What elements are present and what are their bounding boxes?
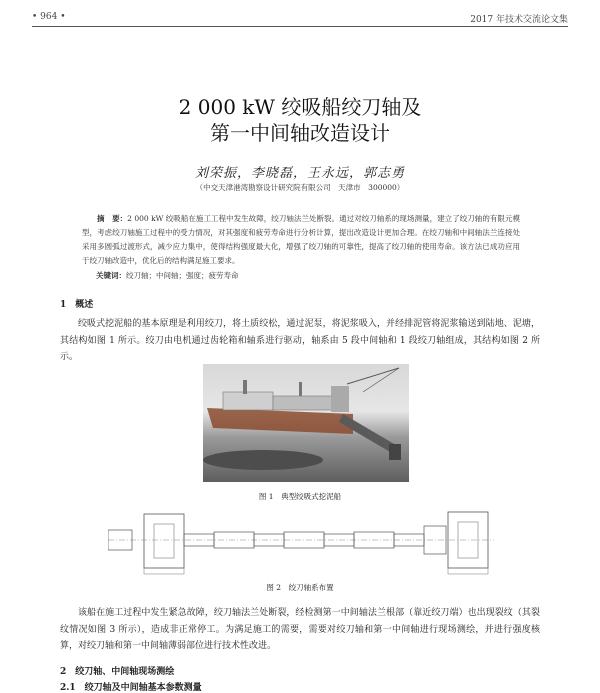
section-1-heading: 1 概述 (60, 300, 94, 310)
section-2-1-heading: 2.1 绞刀轴及中间轴基本参数测量 (60, 683, 202, 693)
figure-2-caption: 图 2 绞刀轴系布置 (266, 583, 334, 592)
section-2-heading: 2 绞刀轴、中间轴现场测绘 (60, 667, 175, 677)
page-number: • 964 • (32, 12, 66, 22)
title-line-1: 2 000 kW 绞吸船绞刀轴及 (178, 95, 422, 119)
abstract-label: 摘 要： (97, 214, 128, 223)
keywords (96, 270, 239, 281)
authors: 刘荣振，李晓磊，王永远，郭志勇 (194, 166, 405, 181)
affiliation: （中交天津港湾勘察设计研究院有限公司 天津市 300000） (195, 183, 405, 192)
paragraph-2: 该船在施工过程中发生紧急故障，绞刀轴法兰处断裂，经检测第一中间轴法兰根部（靠近绞刀端）也出现裂纹（其裂纹情况如图 3 所示），造成非正常停工。为满足施工的需要，需要对绞刀轴和第一中间轴进行现场测绘，并进行强度核算，对绞刀轴和第一中间轴薄弱部位进行技术性改进。 (60, 608, 540, 651)
shaft-drawing (108, 506, 494, 576)
journal-name: 2017 年技术交流论文集 (470, 15, 568, 25)
figure-1-dredger-photo (203, 364, 409, 482)
header-rule (32, 26, 568, 27)
page-header (32, 10, 568, 24)
keywords-label: 关键词： (96, 271, 126, 280)
paper-title (0, 94, 600, 146)
keywords-text: 绞刀轴；中间轴；强度；疲劳寿命 (126, 271, 239, 280)
figure-1-caption: 图 1 典型绞吸式挖泥船 (258, 492, 342, 501)
section-1-paragraph: 绞吸式挖泥船的基本原理是利用绞刀，将土质绞松，通过泥泵，将泥浆吸入，并经排泥管将泥浆输送到陆地、泥塘，其结构如图 1 所示。绞刀由电机通过齿轮箱和轴系进行驱动，轴系由 5 段中间轴和 1 段绞刀轴组成，其结构如图 2 所示。 (60, 319, 540, 362)
dredger-illustration (203, 364, 409, 482)
figure-2-shaft-layout (108, 506, 494, 576)
title-line-2: 第一中间轴改造设计 (210, 121, 390, 145)
abstract-text: 2 000 kW 绞吸船在施工工程中发生故障，绞刀轴法兰处断裂。通过对绞刀轴系的现场测量，建立了绞刀轴的有限元模型，考虑绞刀轴施工过程中的受力情况，对其强度和疲劳寿命进行分析计算，提出改造设计更加合理。在绞刀轴和中间轴法兰连接处采用多圆弧过渡形式，减少应力集中，使得结构强度最大化，增强了绞刀轴的可靠性，提高了绞刀轴的使用寿命。该方法已成功应用于绞刀轴改造中，优化后的结构满足施工要求。 (82, 214, 520, 265)
abstract (82, 212, 520, 268)
